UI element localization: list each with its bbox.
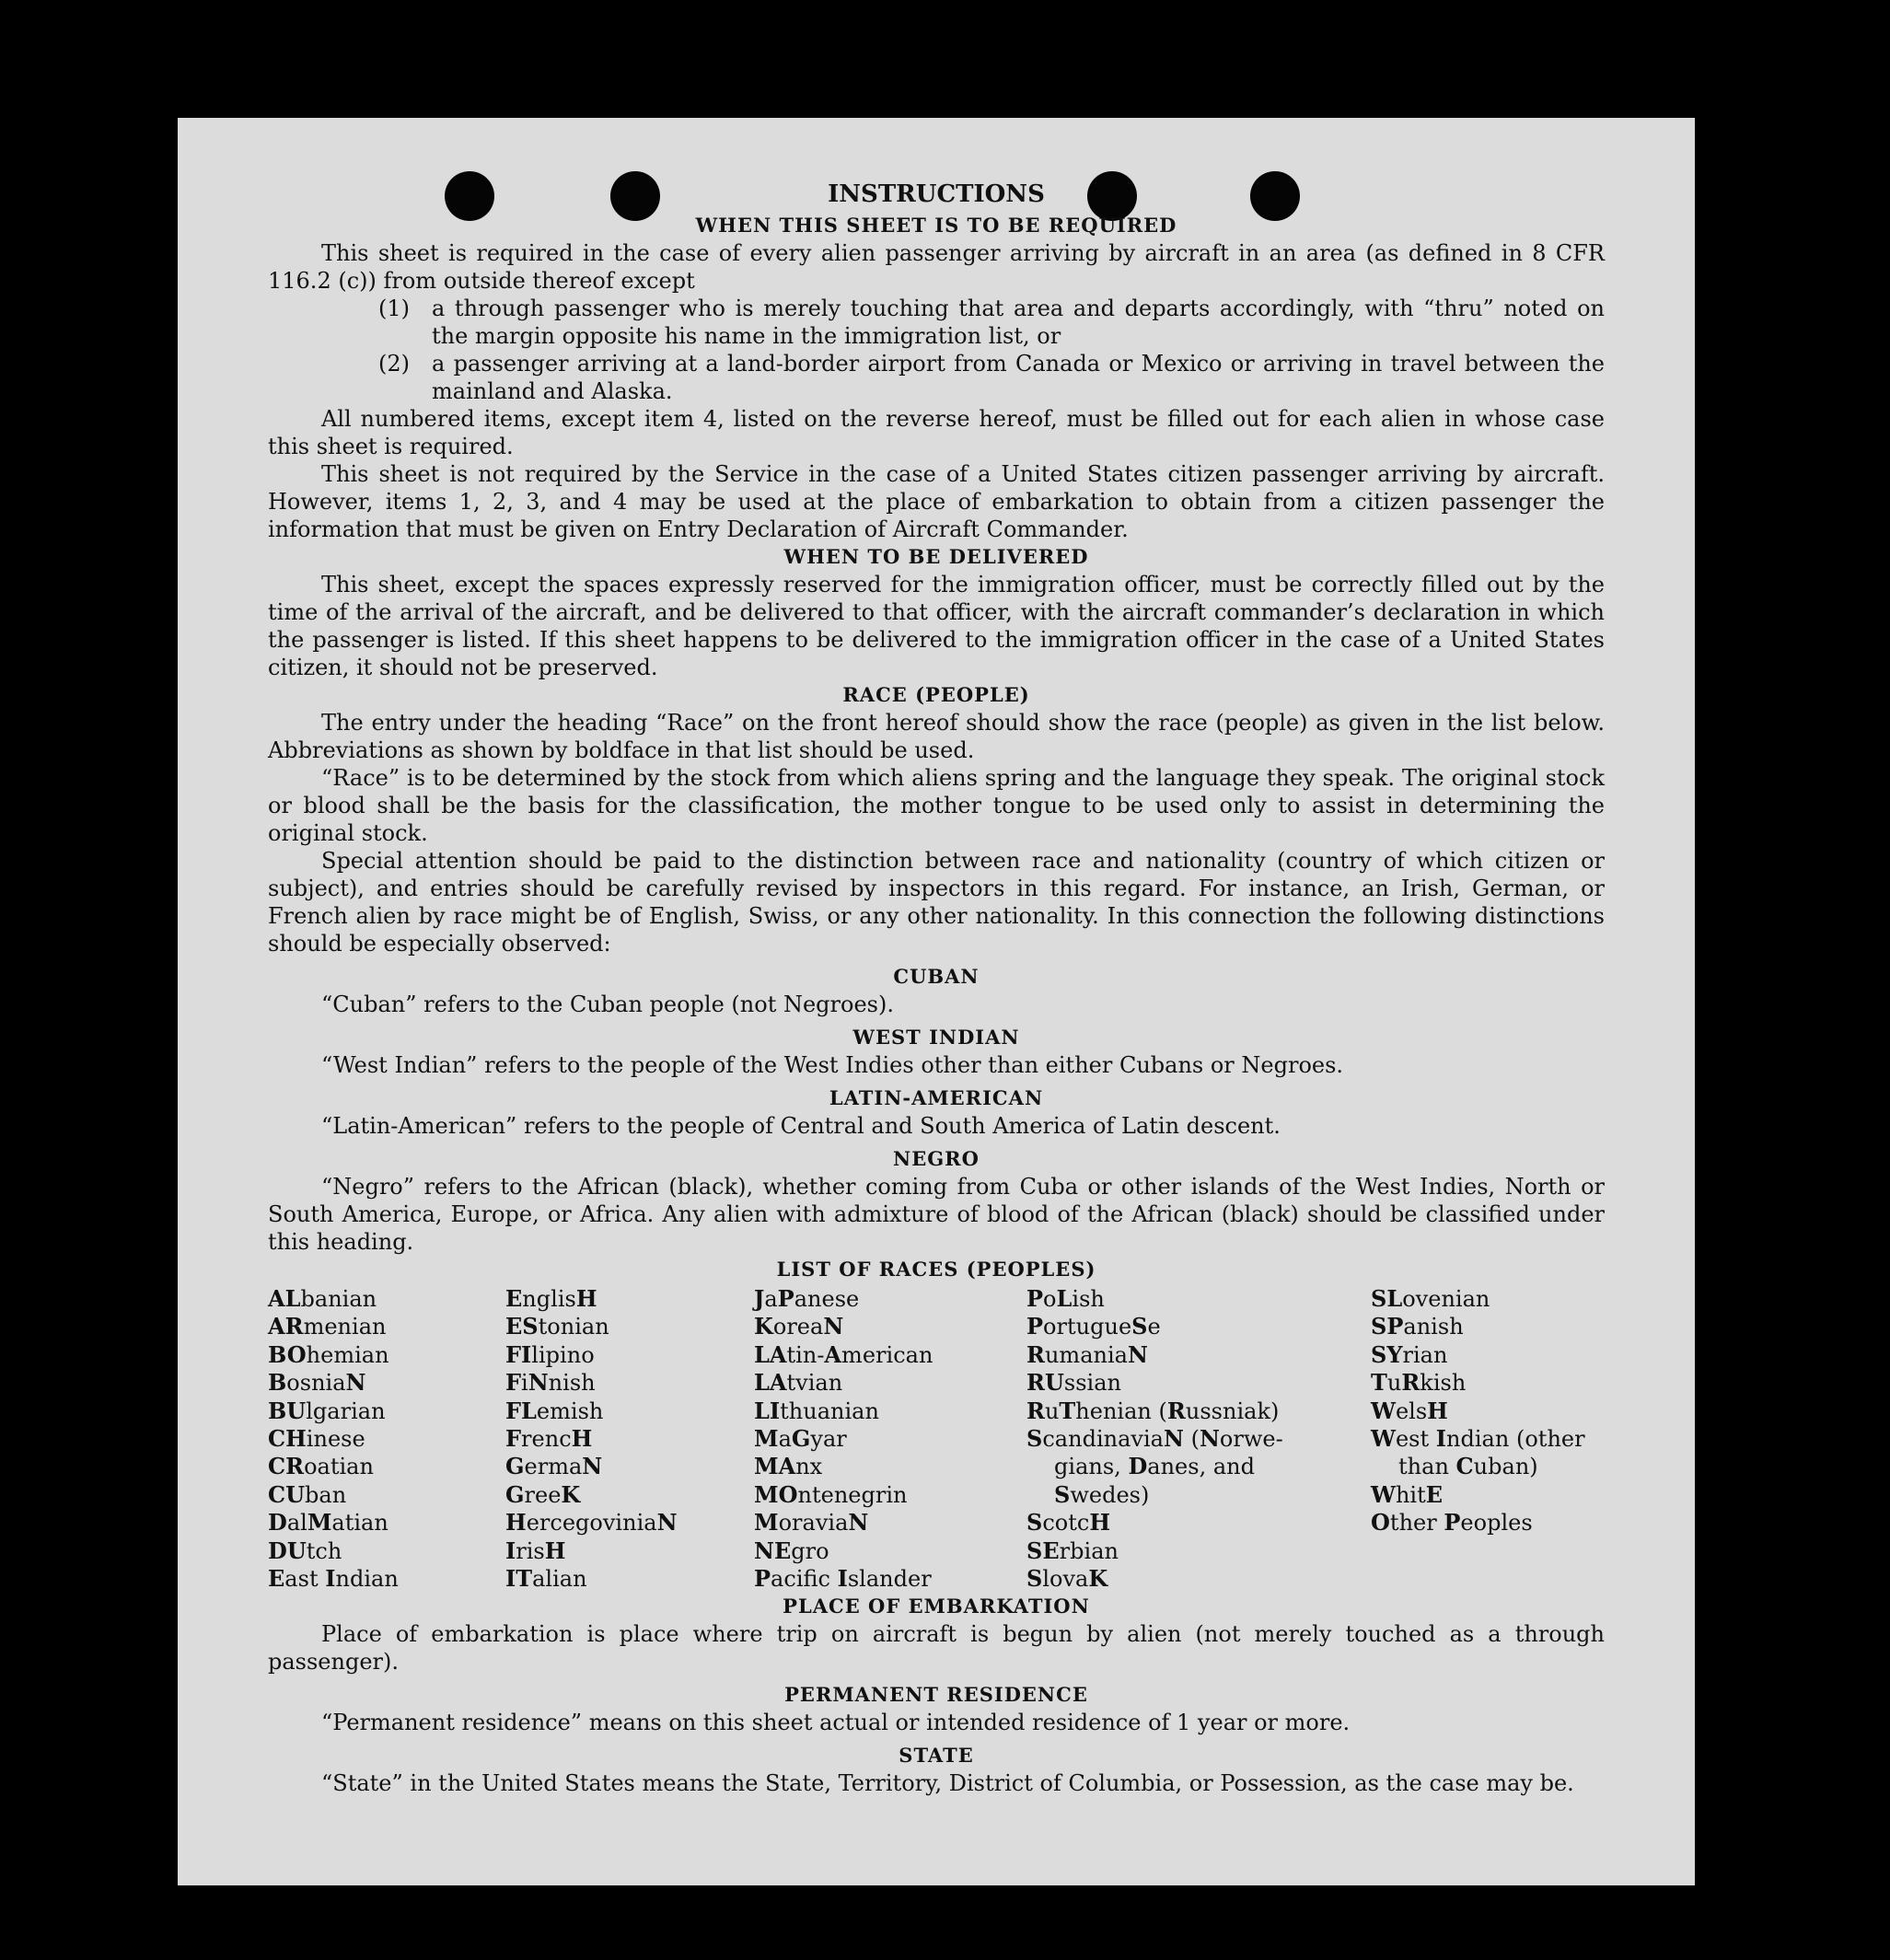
paragraph: This sheet is required in the case of every alien passenger arriving by aircraft in an area (as defined in 8 CFR 116.2 (c)) from outside thereof except: [268, 240, 1605, 294]
item-text: a passenger arriving at a land-border airport from Canada or Mexico or arriving in travel between the mainland and Alaska.: [432, 351, 1605, 404]
paragraph: This sheet is not required by the Service in the case of a United States citizen passenger arriving by aircraft. However, items 1, 2, 3, and 4 may be used at the place of embarkation to obtain from a citizen passenger the information that must be given on Entry Declaration of Aircraft Commander.: [268, 461, 1605, 542]
heading-latin-american: LATIN-AMERICAN: [829, 1086, 1044, 1109]
races-column: [1026, 1285, 1371, 1593]
document-page: [178, 118, 1695, 1885]
race-entry: WhitE: [1371, 1480, 1444, 1508]
item-text: a through passenger who is merely touching that area and departs accordingly, with “thru” noted on the margin opposite his name in the immigration list, or: [432, 296, 1605, 349]
paragraph: “Latin-American” refers to the people of Central and South America of Latin descent.: [321, 1113, 1281, 1139]
race-entry: SlovaK: [1026, 1565, 1108, 1593]
race-entry: BUlgarian: [268, 1397, 386, 1424]
races-column: [268, 1285, 505, 1593]
race-entry: SLovenian: [1371, 1285, 1490, 1312]
paragraph: “State” in the United States means the State, Territory, District of Columbia, or Possession, as the case may be.: [321, 1770, 1574, 1797]
heading-west-indian: WEST INDIAN: [852, 1026, 1020, 1049]
race-entry: LAtin-American: [754, 1340, 933, 1368]
races-list: [268, 1285, 1605, 1593]
race-entry: IrisH: [505, 1537, 566, 1564]
races-column: [754, 1285, 1026, 1593]
paragraph: All numbered items, except item 4, listed on the reverse hereof, must be filled out for each alien in whose case this sheet is required.: [268, 406, 1605, 459]
race-entry: SPanish: [1371, 1313, 1464, 1340]
race-entry: DalMatian: [268, 1509, 388, 1537]
race-entry: DUtch: [268, 1537, 342, 1564]
race-entry: NEgro: [754, 1537, 829, 1564]
heading-place-of-embarkation: PLACE OF EMBARKATION: [783, 1595, 1090, 1618]
races-column: [1371, 1285, 1605, 1593]
heading-negro: NEGRO: [893, 1147, 980, 1170]
race-entry: JaPanese: [754, 1285, 860, 1312]
race-entry: ITalian: [505, 1565, 587, 1593]
race-entry: GreeK: [505, 1480, 581, 1508]
race-entry: SErbian: [1026, 1537, 1119, 1564]
race-entry: MaGyar: [754, 1425, 847, 1453]
paragraph: This sheet, except the spaces expressly reserved for the immigration officer, must be correctly filled out by the time of the arrival of the aircraft, and be delivered to that officer, with the aircraft commander’s declaration in which the passenger is listed. If this sheet happens to be delivered to the immigration officer in the case of a United States citizen, it should not be preserved.: [268, 572, 1605, 680]
heading-list-of-races: LIST OF RACES (PEOPLES): [776, 1258, 1096, 1281]
race-entry: CUban: [268, 1480, 347, 1508]
heading-race: RACE (PEOPLE): [842, 683, 1030, 706]
race-entry: MOntenegrin: [754, 1480, 908, 1508]
race-entry: FLemish: [505, 1397, 604, 1424]
page-title: INSTRUCTIONS: [828, 180, 1045, 208]
race-entry: BOhemian: [268, 1340, 389, 1368]
race-entry: FIlipino: [505, 1340, 595, 1368]
race-entry: RUssian: [1026, 1369, 1122, 1397]
item-number: (2): [378, 351, 410, 377]
race-entry: PoLish: [1026, 1285, 1105, 1312]
race-entry: ARmenian: [268, 1313, 387, 1340]
race-entry: West Indian (other: [1371, 1425, 1585, 1453]
paragraph: “Permanent residence” means on this sheet actual or intended residence of 1 year or more.: [321, 1710, 1351, 1736]
race-entry: MoraviaN: [754, 1509, 869, 1537]
race-entry: RumaniaN: [1026, 1340, 1148, 1368]
numbered-item: [268, 295, 1605, 350]
race-entry: GermaN: [505, 1453, 603, 1480]
paragraph: “Cuban” refers to the Cuban people (not Negroes).: [321, 992, 894, 1017]
race-entry: CRoatian: [268, 1453, 374, 1480]
race-entry: ScotcH: [1026, 1509, 1111, 1537]
paragraph: The entry under the heading “Race” on the front hereof should show the race (people) as given in the list below. Abbreviations as shown by boldface in that list should be used.: [268, 710, 1605, 763]
race-entry: Other Peoples: [1371, 1509, 1533, 1537]
races-column: [505, 1285, 754, 1593]
race-entry: FrencH: [505, 1425, 593, 1453]
heading-state: STATE: [899, 1744, 974, 1768]
paragraph: Place of embarkation is place where trip on aircraft is begun by alien (not merely touched as a through passenger).: [268, 1621, 1605, 1676]
race-entry: HercegoviniaN: [505, 1509, 678, 1537]
heading-when-required: WHEN THIS SHEET IS TO BE REQUIRED: [695, 214, 1177, 237]
race-entry: KoreaN: [754, 1313, 844, 1340]
race-entry: WelsH: [1371, 1397, 1448, 1424]
race-entry: BosniaN: [268, 1369, 366, 1397]
race-entry: LIthuanian: [754, 1397, 879, 1424]
paragraph: “Negro” refers to the African (black), whether coming from Cuba or other islands of the West Indies, North or South America, Europe, or Africa. Any alien with admixture of blood of the African (black) should be classified under this heading.: [268, 1174, 1605, 1255]
race-entry: FiNnish: [505, 1369, 596, 1397]
instructions-body: [268, 177, 1605, 1797]
race-entry: than Cuban): [1398, 1453, 1538, 1480]
race-entry: gians, Danes, and: [1054, 1453, 1256, 1480]
heading-cuban: CUBAN: [893, 965, 980, 988]
race-entry: RuThenian (Russniak): [1026, 1397, 1280, 1424]
heading-permanent-residence: PERMANENT RESIDENCE: [784, 1683, 1088, 1707]
paragraph: Special attention should be paid to the distinction between race and nationality (country of which citizen or subject), and entries should be carefully revised by inspectors in this regard. For instance, an Irish, German, or French alien by race might be of English, Swiss, or any other nationality. In this connection the following distinctions should be especially observed:: [268, 848, 1605, 957]
paragraph: “West Indian” refers to the people of the West Indies other than either Cubans or Negroes.: [321, 1052, 1344, 1078]
race-entry: TuRkish: [1371, 1369, 1467, 1397]
race-entry: EnglisH: [505, 1285, 597, 1312]
race-entry: PortugueSe: [1026, 1313, 1161, 1340]
race-entry: SYrian: [1371, 1340, 1448, 1368]
race-entry: CHinese: [268, 1425, 365, 1453]
race-entry: LAtvian: [754, 1369, 843, 1397]
item-number: (1): [378, 296, 410, 321]
race-entry: MAnx: [754, 1453, 823, 1480]
race-entry: ALbanian: [268, 1285, 377, 1312]
race-entry: EStonian: [505, 1313, 609, 1340]
paragraph: “Race” is to be determined by the stock from which aliens spring and the language they speak. The original stock or blood shall be the basis for the classification, the mother tongue to be used only to assist in determining the original stock.: [268, 765, 1605, 846]
race-entry: Pacifc Islander: [754, 1565, 932, 1593]
heading-when-delivered: WHEN TO BE DELIVERED: [783, 545, 1089, 568]
race-entry: Swedes): [1054, 1480, 1150, 1508]
race-entry: East Indian: [268, 1565, 399, 1593]
race-entry: ScandinaviaN (Norwe-: [1026, 1425, 1283, 1453]
numbered-item: [268, 350, 1605, 405]
